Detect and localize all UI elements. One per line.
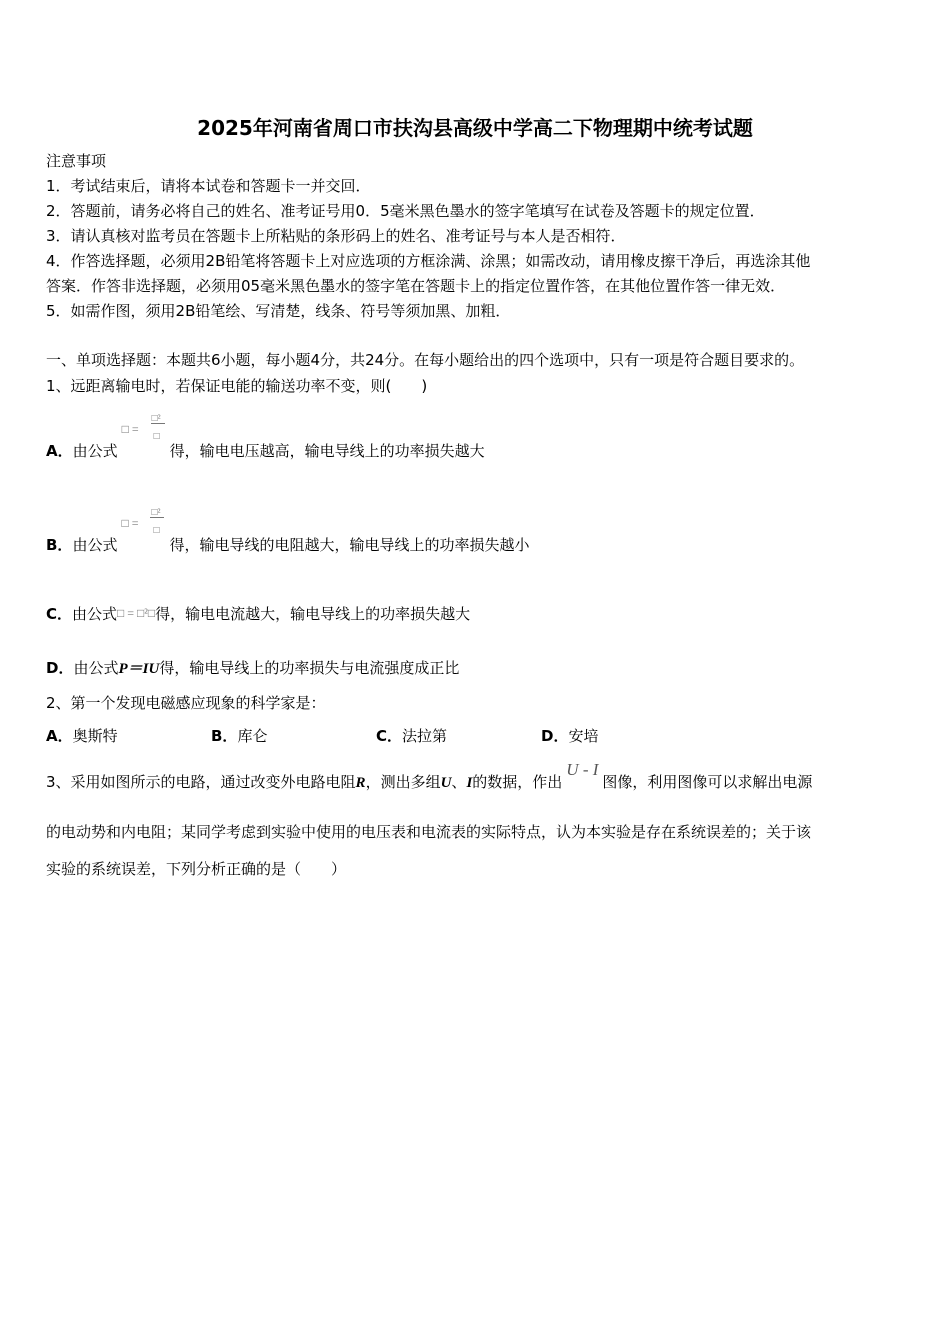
text: ，测出多组 — [365, 773, 441, 791]
q1-option-c — [46, 603, 470, 624]
text: 的数据，作出 — [472, 773, 563, 791]
option-text: 法拉第 — [402, 727, 448, 745]
option-text: 安培 — [568, 727, 599, 745]
option-pre: 由公式 — [72, 442, 118, 460]
notes-heading: 注意事项 — [46, 152, 107, 170]
question-2-stem: 2、第一个发现电磁感应现象的科学家是： — [46, 694, 326, 712]
note-item: 3．请认真核对监考员在答题卡上所粘贴的条形码上的姓名、准考证号与本人是否相符． — [46, 227, 626, 245]
question-3-line-2: 的电动势和内电阻；某同学考虑到实验中使用的电压表和电流表的实际特点，认为本实验是存在系统误差的；关于该 — [46, 823, 812, 841]
note-item: 2．答题前，请务必将自己的姓名、准考证号用0．5毫米黑色墨水的签字笔填写在试卷及答题卡的规定位置． — [46, 202, 765, 220]
option-label: A． — [46, 442, 73, 460]
option-text: 得，输电电流越大，输电导线上的功率损失越大 — [155, 605, 471, 623]
option-pre: 由公式 — [72, 605, 118, 623]
q1-option-b — [46, 507, 530, 555]
option-label: C． — [46, 605, 73, 623]
text: 、 — [451, 773, 467, 791]
formula: P＝IU — [118, 661, 160, 677]
option-label: D． — [46, 659, 74, 677]
fraction-bar — [150, 517, 164, 518]
text: 3、采用如图所示的电路，通过改变外电路电阻 — [46, 773, 356, 791]
note-item: 1．考试结束后，请将本试卷和答题卡一并交回． — [46, 177, 371, 195]
text: 图像，利用图像可以求解出电源 — [602, 773, 813, 791]
option-label: B． — [46, 536, 73, 554]
formula-lhs: □ = — [121, 422, 139, 436]
option-text: 得，输电电压越高，输电导线上的功率损失越大 — [169, 442, 485, 460]
option-label: A． — [46, 727, 73, 745]
formula-denominator: □ — [153, 525, 160, 536]
option-label: D． — [541, 727, 569, 745]
formula-u-i: U - I — [566, 760, 599, 779]
note-item: 5．如需作图，须用2B铅笔绘、写清楚，线条、符号等须加黑、加粗． — [46, 302, 511, 320]
formula-lhs: □ = — [121, 516, 139, 530]
variable-i: I — [466, 775, 473, 791]
formula: □ = □²□ — [117, 606, 156, 620]
question-1-stem: 1、远距离输电时，若保证电能的输送功率不变，则( ) — [46, 377, 428, 395]
note-item: 答案．作答非选择题，必须用05毫米黑色墨水的签字笔在答题卡上的指定位置作答，在其他位置作答一律无效． — [46, 277, 786, 295]
option-text: 得，输电导线上的功率损失与电流强度成正比 — [159, 659, 460, 677]
question-3-line-1 — [46, 760, 813, 793]
q2-options — [46, 726, 706, 746]
question-3-line-3: 实验的系统误差，下列分析正确的是（ ） — [46, 860, 347, 878]
q1-option-a — [46, 413, 485, 461]
option-text: 奥斯特 — [72, 727, 118, 745]
formula-numerator: □² — [151, 507, 161, 518]
option-pre: 由公式 — [73, 659, 119, 677]
option-label: C． — [376, 727, 403, 745]
q1-option-d — [46, 658, 459, 679]
q2-option-d — [541, 726, 706, 746]
q2-option-a — [46, 726, 211, 746]
option-text: 得，输电导线的电阻越大，输电导线上的功率损失越小 — [169, 536, 530, 554]
formula — [118, 413, 170, 461]
option-label: B． — [211, 727, 238, 745]
note-item: 4．作答选择题，必须用2B铅笔将答题卡上对应选项的方框涂满、涂黑；如需改动，请用橡皮擦干净后，再选涂其他 — [46, 252, 811, 270]
formula-denominator: □ — [153, 431, 160, 442]
q2-option-b — [211, 726, 376, 746]
option-pre: 由公式 — [72, 536, 118, 554]
option-text: 库仑 — [237, 727, 268, 745]
variable-u: U — [440, 775, 452, 791]
q2-option-c — [376, 726, 541, 746]
section-heading: 一、单项选择题：本题共6小题，每小题4分，共24分。在每小题给出的四个选项中，只有一项是符合题目要求的。 — [46, 351, 805, 369]
page-title: 2025年河南省周口市扶沟县高级中学高二下物理期中统考试题 — [197, 116, 753, 140]
formula — [117, 507, 169, 555]
fraction-bar — [151, 423, 165, 424]
formula-numerator: □² — [151, 413, 161, 424]
variable-r: R — [355, 775, 366, 791]
